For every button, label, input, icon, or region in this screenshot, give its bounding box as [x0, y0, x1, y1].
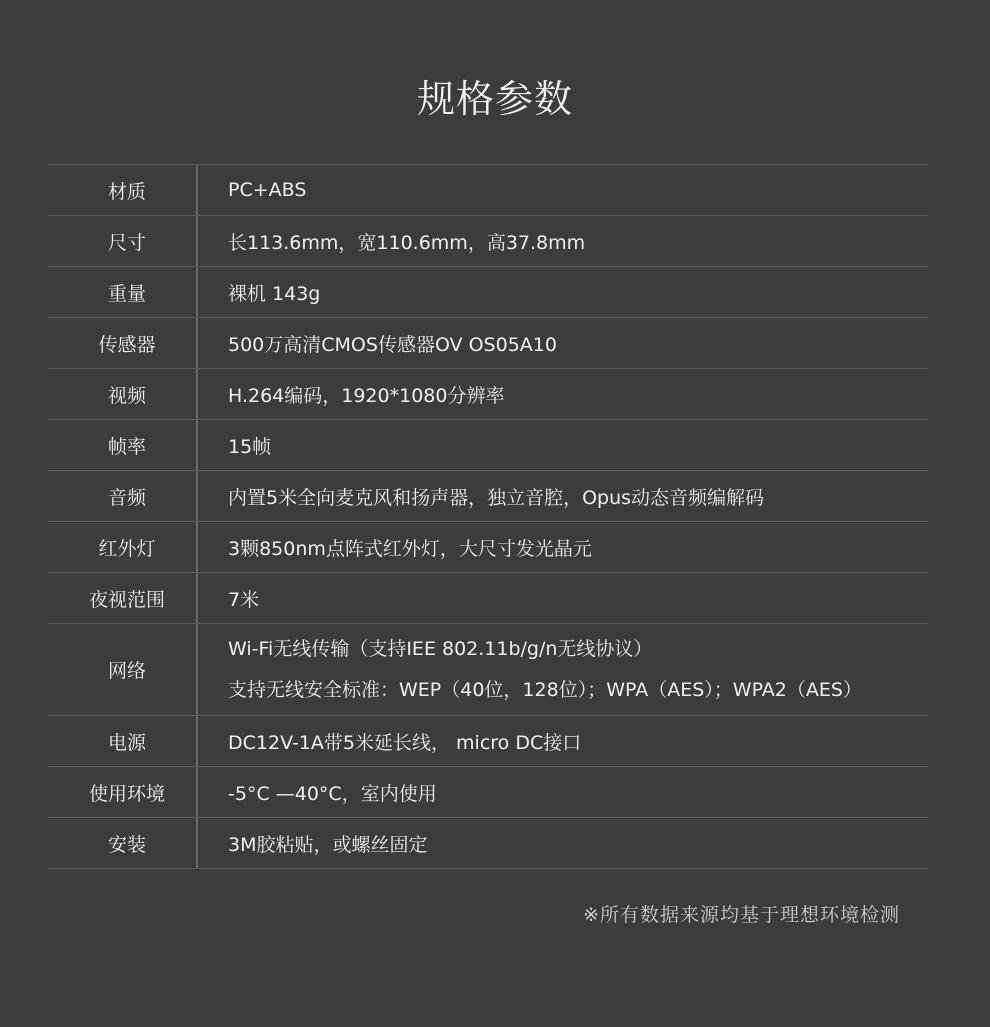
spec-value: 7米 [228, 588, 260, 611]
spec-row-infrared [48, 521, 928, 572]
spec-row-size [48, 215, 928, 266]
spec-row-video [48, 368, 928, 419]
spec-label: 视频 [107, 384, 146, 407]
spec-value: 内置5米全向麦克风和扬声器，独立音腔，Opus动态音频编解码 [228, 486, 765, 509]
spec-label: 帧率 [107, 435, 146, 458]
spec-value: PC+ABS [228, 179, 307, 201]
spec-label: 电源 [107, 731, 146, 754]
spec-value: 裸机 143g [228, 282, 321, 305]
spec-label: 夜视范围 [88, 588, 165, 611]
spec-label: 尺寸 [107, 231, 146, 254]
spec-label: 使用环境 [88, 782, 165, 805]
page-title: 规格参数 [416, 77, 573, 121]
spec-label: 音频 [107, 486, 146, 509]
spec-value: 3颗850nm点阵式红外灯，大尺寸发光晶元 [228, 537, 592, 560]
spec-value-line: 支持无线安全标准：WEP（40位，128位）；WPA（AES）；WPA2（AES） [228, 678, 862, 701]
spec-row-weight [48, 266, 928, 317]
spec-row-sensor [48, 317, 928, 368]
spec-row-network [48, 623, 928, 715]
spec-value: 500万高清CMOS传感器OV OS05A10 [228, 333, 557, 356]
spec-row-power [48, 715, 928, 766]
spec-value: 3M胶粘贴，或螺丝固定 [228, 833, 428, 856]
spec-row-framerate [48, 419, 928, 470]
spec-table [48, 164, 928, 869]
spec-value: DC12V-1A带5米延长线， micro DC接口 [228, 731, 582, 754]
spec-row-material [48, 164, 928, 215]
spec-label: 重量 [107, 282, 146, 305]
spec-row-installation [48, 817, 928, 869]
spec-value [206, 629, 862, 711]
spec-label: 网络 [107, 660, 146, 682]
spec-label: 安装 [107, 833, 146, 856]
spec-label: 材质 [107, 180, 146, 203]
spec-label: 红外灯 [98, 537, 156, 560]
spec-value: 15帧 [228, 435, 272, 458]
spec-value: -5°C —40°C，室内使用 [228, 782, 437, 805]
spec-value: 长113.6mm，宽110.6mm，高37.8mm [228, 231, 586, 254]
spec-value-line: Wi-Fi无线传输（支持IEE 802.11b/g/n无线协议） [228, 637, 653, 660]
spec-row-night-vision [48, 572, 928, 623]
spec-label: 传感器 [98, 333, 156, 356]
spec-value: H.264编码，1920*1080分辨率 [228, 384, 505, 407]
spec-row-audio [48, 470, 928, 521]
spec-row-environment [48, 766, 928, 817]
footnote: ※所有数据来源均基于理想环境检测 [583, 904, 900, 926]
